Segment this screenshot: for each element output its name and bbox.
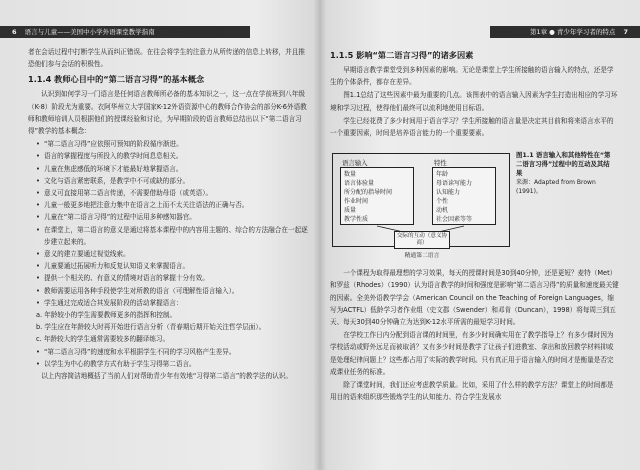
traits-label: 特性 — [434, 159, 447, 168]
bullet-item: • 儿童一般更多地把注意力集中在语言之上而不太关注语法的正确与否。 — [28, 199, 310, 211]
section-intro: 认识到如何学习一门语言是任何语言教师所必备的基本知识之一，这一点在学前班到八年级（K-8）阶段尤为重要。衣阿华州立大学国家K-12外语资源中心的教师合作协会的部分K-6外语教师和教师培训人员根据他们的授课经验和讨论，为早期阶段的语言教师总结出以下“第二语言习得”教学的基本概念： — [28, 90, 307, 136]
paragraph: 图1.1总结了这些因素中最为重要的几点。该图表中的语言输入因素为学生打造出相应的学习环境和学习过程，使得他们最终可以流利地使用目标语。 — [330, 91, 618, 112]
caption-source: 来源：Adapted from Brown (1991)。 — [516, 179, 596, 196]
right-page — [322, 0, 640, 470]
paragraph: 早期语言教学课堂受到多种因素的影响。无论是课堂上学生所接触的语言输入的特点，还是学生的个体条件，都存在差异。 — [330, 66, 614, 87]
input-item: 作业时间 — [344, 198, 369, 206]
caption-title: 图1.1 语言输入和其他特性在“第二语言习得”过程中的互动及其结果 — [516, 151, 611, 178]
bullet-item: • 以学生为中心的教学方式有助于学生习得第二语言。 — [28, 358, 310, 370]
figure-1-1 — [330, 143, 620, 261]
paragraph: 一个课程为取得最理想的学习效果，每天的授课时间是30到40分钟，还是更短？麦特（Met）和罗兹（Rhodes）（1990）认为语言教学的时间和强度是影响“第二语言习得”的质量和速度最关键的因素。全美外语教学学会（American Council on the Teaching of Foreign Languages，缩写为ACTFL）低龄学习者作业组（史文郡（Swender）和邓肯（Duncan），1998）将每周三到五天、每天30到40分钟确立为达到K-12水平所需的最短学习时间。 — [330, 269, 619, 327]
closing-text: 以上内容简洁地概括了当前人们对帮助青少年有效地“习得第二语言”的教学法的认识。 — [41, 372, 292, 381]
trait-item: 认知能力 — [436, 189, 461, 197]
left-running-title: 语言与儿童——美国中小学外语课堂教学指南 — [24, 28, 155, 36]
trait-item: 个性 — [436, 198, 449, 206]
section-heading-1-1-5: 1.1.5 影响“第二语言习得”的诸多因素 — [330, 50, 474, 60]
bullet-item: • “第二语言习得”的速度和水平根据学生不同的学习风格产生差异。 — [28, 346, 310, 358]
bullet-item: • 儿童在“第二语言习得”的过程中运用多种感知器官。 — [28, 211, 310, 223]
trait-item: 年龄 — [436, 171, 449, 179]
input-label: 语言输入 — [342, 159, 368, 168]
paragraph: 学生已经花费了多少时间用于语言学习？学生所接触的语言量是决定其目前和将来语言水平的一个重要因素，时间是培养语言能力的一个重要要素。 — [330, 116, 614, 138]
input-item: 语言体验量 — [344, 180, 375, 188]
bullet-item: • 文化与语言紧密联系，是教学中不可或缺的部分。 — [28, 175, 310, 187]
paragraph: 除了课堂时间，我们还应考虑教学质量。比如，采用了什么样的教学方法？课堂上的时间都是用目的语来组织那些锻炼学生的认知能力、符合学生发展水 — [330, 381, 614, 402]
right-page-number: 7 — [623, 28, 628, 36]
bullet-item: • 在课堂上，第二语言的意义是通过将基本课程中的内容用主题的、综合的方法融合在一起逐步建立起来的。 — [28, 224, 310, 248]
sub-item: a. 年龄较小的学生需要教师更多的指挥和控制。 — [36, 311, 177, 320]
input-item: 所分配的指导时间 — [344, 189, 393, 197]
input-item: 数量 — [344, 171, 357, 179]
bullet-item: • 语言的掌握程度与所投入的教学时间息息相关。 — [28, 150, 310, 162]
trait-item: 母语读写能力 — [436, 180, 473, 188]
right-running-head — [490, 26, 640, 38]
paragraph: 在学校工作日内分配到语言课的时间里，有多少时间确实用在了教学指导上？有多少课时因为学校活动或野外远足而被取消？又有多少时间是教学了让孩子们进教室、拿出和放回教学材料抑或是处理纪律问题上？这些都占用了实际的教学时间。只有真正用于语言输入的时间才是衡量是否完成课业任务的标准。 — [330, 331, 614, 376]
bullet-item: • “第二语言习得”应依照可预知的阶段循序渐进。 — [28, 138, 310, 150]
input-item: 教学性质 — [344, 216, 369, 224]
left-page — [0, 0, 318, 470]
bullet-item: • 儿童要通过拓展听力和反复认知语义来掌握语言。 — [28, 260, 310, 272]
left-page-number: 6 — [12, 28, 17, 36]
bullet-item: • 儿童在焦虑感低的环境下才能最好地掌握语言。 — [28, 163, 310, 175]
right-running-title: 第1章 ● 青少年学习者的特点 — [529, 28, 616, 36]
sub-item: b. 学生应在年龄较大时再开始进行语言分析（青春期后期开始关注哲学层面）。 — [36, 323, 266, 332]
outcome-label: 精通第二语言 — [404, 253, 440, 260]
right-body — [330, 46, 620, 404]
concept-bullet-list — [28, 138, 310, 370]
bullet-item: • 意义可直接用第二语言传递，不需要借助母语（或英语）。 — [28, 187, 310, 199]
section-heading-1-1-4: 1.1.4 教师心目中的“第二语言习得”的基本概念 — [28, 74, 205, 85]
bullet-item: • 教师需要运用各种手段使学生对所教的语言（可理解性语言输入）。 — [28, 285, 310, 297]
input-item: 质量 — [344, 207, 357, 215]
left-body — [28, 46, 310, 383]
bullet-item: • 学生通过完成适合其发展阶段的活动掌握语言： — [28, 297, 310, 309]
bullet-item: • 提供一个相关的、有意义的情境对语言的掌握十分有效。 — [28, 272, 310, 284]
trait-item: 社会因素等等 — [436, 216, 473, 224]
figure-caption — [516, 151, 616, 196]
left-running-head — [0, 26, 250, 38]
sub-item: c. 年龄较大的学生通常需要较多的翻译练习。 — [36, 335, 170, 344]
trait-item: 动机 — [436, 207, 449, 215]
interaction-box: 交际的互动（意义协商） — [394, 231, 450, 249]
intro-text: 者在会话过程中打断学生从而纠正错误。在往会将学生的注意力从所传递的信息上转移，并且推恐他们参与会话的积极性。 — [28, 48, 305, 69]
bullet-item: • 意义的建立要通过视觉线索。 — [28, 248, 310, 260]
